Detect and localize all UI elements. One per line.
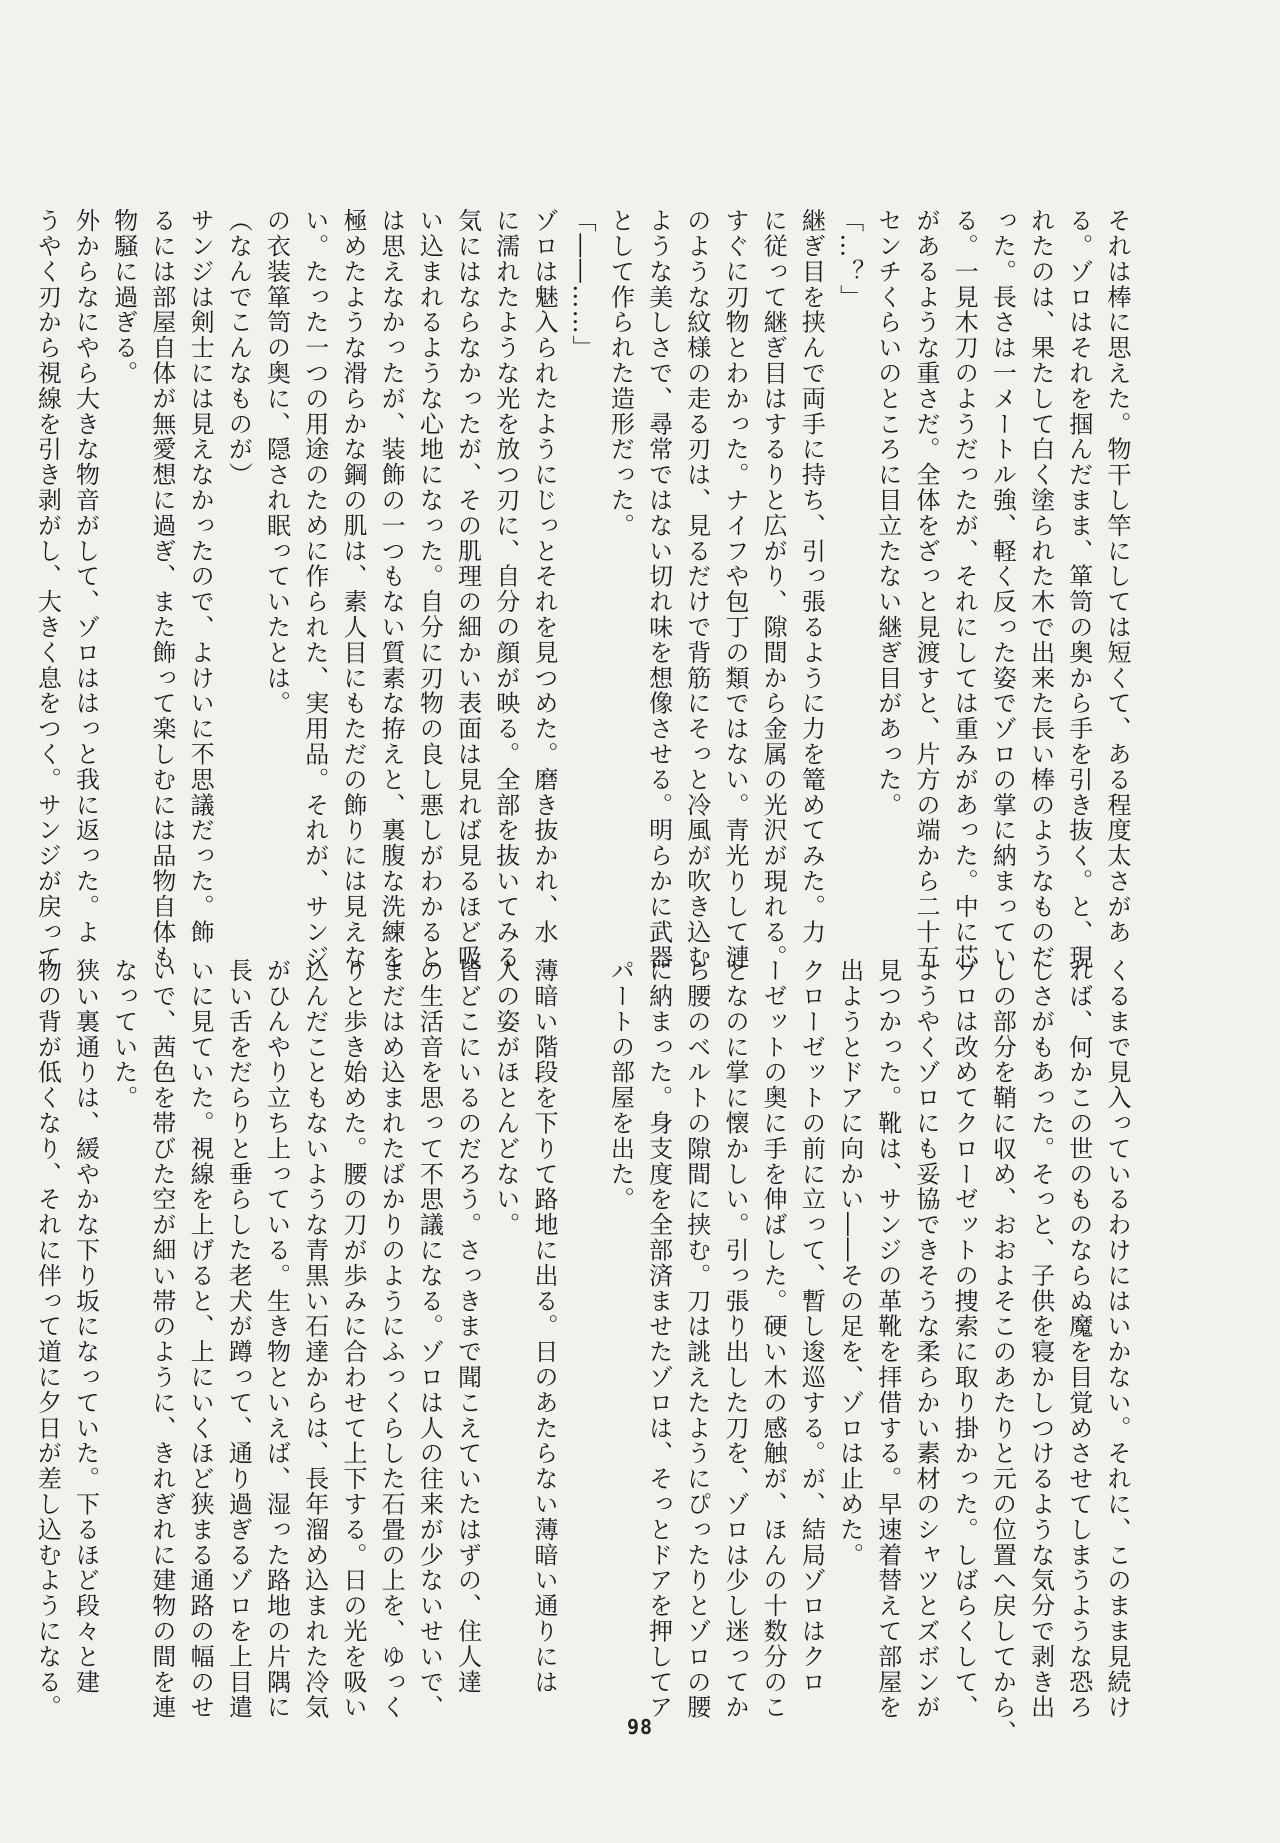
text-line: 継ぎ目を挟んで両手に持ち、引っ張るように力を篭めてみた。力 [797,208,826,945]
text-line: クローゼットの前に立って、暫し逡巡する。が、結局ゾロはクロ [797,958,826,1695]
text-line: しの部分を鞘に収め、おおよそこのあたりと元の位置へ戻してから、 [988,958,1017,1746]
text-line: センチくらいのところに目立たない継ぎ目があった。 [873,208,902,818]
text-line: に濡れたような光を放つ刃に、自分の顔が映る。全部を抜いてみる [491,208,520,970]
text-line: は思えなかったが、装飾の一つもない質素な拵えと、裏腹な洗練を [377,208,406,970]
text-line [563,958,601,1638]
text-line: る。ゾロはそれを掴んだまま、箪笥の奥から手を引き抜く。と、現 [1064,208,1093,970]
text-line: なっていた。 [109,958,138,1111]
text-line: に納まった。身支度を全部済ませたゾロは、そっとドアを押してア [644,958,673,1720]
text-line: 皆どこにいるのだろう。さっきまで聞こえていたはずの、住人達 [453,958,482,1695]
text-line: 人の姿がほとんどない。 [491,958,520,1238]
text-line: ようやくゾロにも妥協できそうな柔らかい素材のシャツとズボンが [911,958,940,1720]
text-line: 「…？」 [835,208,864,310]
text-line: うやく刃から視線を引き剥がし、大きく息をつく。サンジが戻って [33,208,62,970]
text-line: った。長さは一メートル強、軽く反った姿でゾロの掌に納まってい [988,208,1017,970]
text-line: すぐに刃物とわかった。ナイフや包丁の類ではない。青光りして漣 [720,208,749,970]
text-line: がひんやり立ち上っている。生き物といえば、湿った路地の片隅に [262,958,291,1720]
text-line: 狭い裏通りは、緩やかな下り坂になっていた。下るほど段々と建 [71,958,100,1695]
text-line: 「――……」 [568,208,597,361]
text-line: 薄暗い階段を下りて路地に出る。日のあたらない薄暗い通りには [529,958,558,1695]
text-line: い込まれるような心地になった。自分に刃物の良し悪しがわかると [415,208,444,970]
text-line: 物騒に過ぎる。 [109,208,138,386]
text-line: のような紋様の走る刃は、見るだけで背筋にそっと冷風が吹き込む [682,208,711,970]
text-line: サンジは剣士には見えなかったので、よけいに不思議だった。飾 [186,208,215,945]
text-line: 物の背が低くなり、それに伴って道に夕日が差し込むようになる。 [33,958,62,1720]
text-line: くるまで見入っているわけにはいかない。それに、このまま見続け [1103,958,1131,1720]
text-line: 込んだこともないような青黒い石達からは、長年溜め込まれた冷気 [300,958,329,1720]
text-line: 極めたような滑らかな鋼の肌は、素人目にもただの飾りには見えな [338,208,367,970]
text-line: それは棒に思えた。物干し竿にしては短くて、ある程度太さがあ [1103,208,1131,945]
text-line: る。一見木刀のようだったが、それにしては重みがあった。中に芯 [950,208,979,970]
text-line: ゾロは魅入られたようにじっとそれを見つめた。磨き抜かれ、水 [529,208,558,945]
text-line: 出ようとドアに向かい――その足を、ゾロは止めた。 [835,958,864,1568]
text-line: いで、茜色を帯びた空が細い帯のように、きれぎれに建物の間を連 [147,958,176,1720]
text-line: ーゼットの奥に手を伸ばした。硬い木の感触が、ほんの十数分のこ [759,958,788,1720]
text-line: 長い舌をだらりと垂らした老犬が蹲って、通り過ぎるゾロを上目遣 [224,958,253,1720]
text-line: りと歩き始めた。腰の刀が歩みに合わせて上下する。日の光を吸い [338,958,367,1720]
text-line: しさがもあった。そっと、子供を寝かしつけるような気分で剥き出 [1026,958,1055,1720]
text-line: の衣装箪笥の奥に、隠され眠っていたとは。 [262,208,291,716]
text-line: の生活音を思って不思議になる。ゾロは人の往来が少ないせいで、 [415,958,444,1720]
text-line: 外からなにやら大きな物音がして、ゾロははっと我に返った。よ [71,208,100,945]
upper-text-block [33,208,1136,970]
text-line: として作られた造形だった。 [606,208,635,539]
text-line: れたのは、果たして白く塗られた木で出来た長い棒のようなものだ [1026,208,1055,970]
text-line: 見つかった。靴は、サンジの革靴を拝借する。早速着替えて部屋を [873,958,902,1720]
text-line: れば、何かこの世のものならぬ魔を目覚めさせてしまうような恐ろ [1064,958,1093,1720]
text-line: パートの部屋を出た。 [606,958,635,1212]
text-line: ら腰のベルトの隙間に挟む。刀は誂えたようにぴったりとゾロの腰 [682,958,711,1720]
text-line: 気にはならなかったが、その肌理の細かい表面は見れば見るほど吸 [453,208,482,970]
text-line: るには部屋自体が無愛想に過ぎ、また飾って楽しむには品物自体も [147,208,176,970]
text-line: ゾロは改めてクローゼットの捜索に取り掛かった。しばらくして、 [950,958,979,1720]
text-line: まだはめ込まれたばかりのようにふっくらした石畳の上を、ゆっく [377,958,406,1720]
text-line: があるような重さだ。全体をざっと見渡すと、片方の端から二十五 [911,208,940,970]
text-line: （なんでこんなものが） [224,208,253,488]
text-line: いに見ていた。視線を上げると、上にいくほど狭まる通路の幅のせ [186,958,215,1720]
page-number: 98 [626,1715,654,1739]
text-line: ような美しさで、尋常ではない切れ味を想像させる。明らかに武器 [644,208,673,970]
text-line: となのに掌に懐かしい。引っ張り出した刀を、ゾロは少し迷ってか [720,958,749,1720]
text-line: い。たった一つの用途のために作られた、実用品。それが、サンジ [300,208,329,970]
text-line: に従って継ぎ目はするりと広がり、隙間から金属の光沢が現れる。 [759,208,788,970]
